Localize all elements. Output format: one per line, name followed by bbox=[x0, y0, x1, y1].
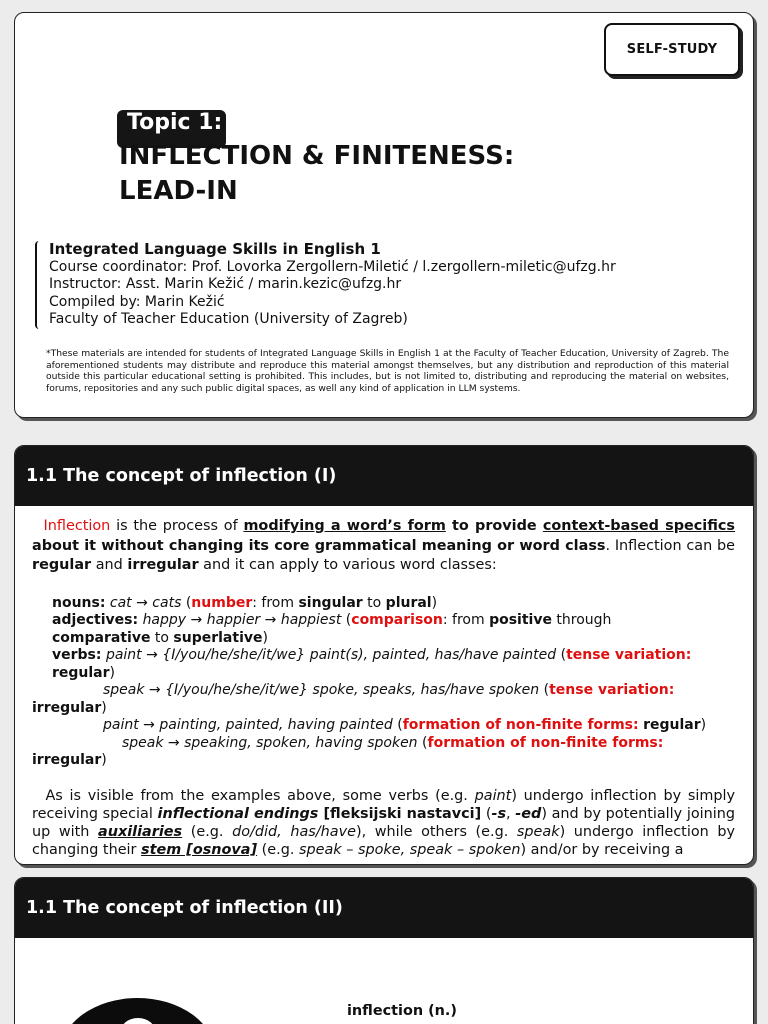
text-span: ( bbox=[539, 682, 550, 698]
text-span: . Inflection can be bbox=[605, 537, 735, 554]
section-heading: 1.1 The concept of inflection (I) bbox=[15, 446, 753, 506]
definition-term: inflection (n.) bbox=[347, 1003, 457, 1019]
text-span: (e.g. bbox=[257, 841, 299, 858]
verb-example-speak bbox=[32, 682, 735, 717]
category-label: formation of non-finite forms: bbox=[427, 734, 664, 751]
text-span: ) bbox=[109, 664, 116, 681]
intro-paragraph bbox=[32, 517, 735, 576]
text-span: nouns: bbox=[52, 594, 106, 611]
key-term: auxiliaries bbox=[98, 823, 183, 840]
text-span: irregular bbox=[127, 557, 199, 573]
verb-example-paint-nonfinite bbox=[32, 717, 735, 735]
example-text: do/did, has/have bbox=[232, 823, 356, 840]
text-span: to provide bbox=[445, 518, 543, 534]
self-study-badge: SELF-STUDY bbox=[604, 23, 740, 76]
title-line-1: INFLECTION & FINITENESS: bbox=[119, 141, 515, 171]
text-span: ) and by potentially joining up with bbox=[32, 805, 735, 840]
text-span: and bbox=[91, 557, 128, 573]
category-label: formation of non-finite forms: bbox=[402, 717, 639, 733]
text-span: ( bbox=[392, 717, 403, 733]
section-body bbox=[15, 506, 753, 859]
text-span: through bbox=[551, 612, 612, 628]
key-term: [fleksijski nastavci] bbox=[318, 805, 482, 822]
course-instructor: Instructor: Asst. Marin Kežić / marin.kezic@ufzg.hr bbox=[49, 276, 402, 292]
list-item bbox=[32, 647, 735, 682]
text-span: , bbox=[506, 805, 516, 822]
text-span: ( bbox=[341, 612, 352, 628]
text-span: to bbox=[150, 629, 174, 646]
text-span: about it without changing its core grammatical meaning or word class bbox=[32, 537, 606, 554]
key-phrase: modifying a word’s form bbox=[243, 518, 446, 534]
text-span: (e.g. bbox=[182, 823, 233, 840]
text-span: adjectives: bbox=[52, 612, 139, 628]
category-label: number bbox=[191, 594, 253, 611]
text-span: : from bbox=[252, 594, 299, 611]
explanation-paragraph bbox=[32, 787, 735, 859]
category-label: tense variation: bbox=[549, 682, 675, 698]
verb-example-speak-nonfinite bbox=[32, 735, 735, 770]
text-span: ( bbox=[417, 734, 428, 751]
list-item bbox=[32, 612, 735, 647]
course-coordinator: Course coordinator: Prof. Lovorka Zergollern-Miletić / l.zergollern-miletic@ufzg.hr bbox=[49, 258, 616, 275]
text-span: irregular bbox=[32, 699, 102, 716]
text-span: verbs: bbox=[52, 647, 102, 663]
example-text: -s bbox=[491, 805, 507, 822]
text-span: singular bbox=[298, 594, 363, 611]
text-span: regular bbox=[32, 557, 92, 573]
title-line-2: LEAD-IN bbox=[119, 176, 238, 206]
example-text: paint → {I/you/he/she/it/we} paint(s), painted, has/have painted bbox=[105, 647, 557, 663]
course-name: Integrated Language Skills in English 1 bbox=[49, 240, 381, 258]
text-span: ) bbox=[700, 717, 707, 733]
example-text: speak → speaking, spoken, having spoken bbox=[122, 734, 418, 751]
example-text: speak bbox=[516, 823, 560, 840]
text-span: positive bbox=[489, 612, 552, 628]
text-span: regular bbox=[52, 664, 110, 681]
key-term: inflectional endings bbox=[157, 805, 319, 822]
text-span: and it can apply to various word classes: bbox=[198, 557, 497, 573]
text-span: ), while others (e.g. bbox=[355, 823, 517, 840]
text-span: plural bbox=[385, 594, 432, 611]
example-text: paint bbox=[474, 787, 512, 804]
section-heading: 1.1 The concept of inflection (II) bbox=[15, 878, 753, 938]
section-inflection-2 bbox=[14, 877, 754, 1024]
text-span: ( bbox=[181, 594, 192, 611]
text-span: ) bbox=[101, 752, 107, 768]
course-compiled-by: Compiled by: Marin Kežić bbox=[49, 293, 225, 310]
course-faculty: Faculty of Teacher Education (University of Zagreb) bbox=[49, 311, 408, 327]
course-info bbox=[35, 241, 735, 329]
example-text: speak → {I/you/he/she/it/we} spoke, speaks, has/have spoken bbox=[103, 682, 540, 698]
category-label: tense variation: bbox=[566, 647, 692, 663]
title-slide bbox=[14, 12, 754, 418]
text-span: : from bbox=[442, 612, 490, 628]
text-span: is the process of bbox=[110, 518, 244, 534]
example-text: -ed bbox=[515, 805, 542, 822]
text-span: ) bbox=[101, 699, 107, 716]
key-phrase: context-based specifics bbox=[542, 518, 736, 534]
topic-label: Topic 1: bbox=[117, 110, 226, 148]
list-item bbox=[32, 595, 735, 613]
text-span: ) undergo inflection by simply receiving special bbox=[32, 787, 735, 822]
text-span: As is visible from the examples above, some verbs (e.g. bbox=[45, 787, 475, 804]
text-span: ) bbox=[431, 594, 438, 611]
key-term: stem [osnova] bbox=[141, 841, 258, 858]
text-span: ( bbox=[556, 647, 567, 663]
text-span: ) bbox=[262, 629, 268, 646]
text-span: regular bbox=[643, 717, 701, 733]
text-span: ( bbox=[481, 805, 492, 822]
text-span: superlative bbox=[173, 629, 263, 646]
text-span: ) undergo inflection by changing their bbox=[32, 823, 736, 858]
inflection-list bbox=[32, 595, 735, 683]
page-title bbox=[119, 139, 514, 209]
example-text: cat → cats bbox=[109, 594, 182, 611]
category-label: comparison bbox=[351, 612, 443, 628]
example-text: speak – spoke, speak – spoken bbox=[299, 841, 521, 858]
text-span: to bbox=[362, 594, 386, 611]
disclaimer-text: *These materials are intended for students of Integrated Language Skills in English 1 at the Faculty of Teacher Education, University of Zagreb. The aforementioned students may distribute and reproduce this material amongst themselves, but any distribution and reproduction of this material outside this particular educational setting is prohibited. This includes, but is not limited to, distributing and reproducing the material on websites, forums, repositories and any such public digital spaces, as well any kind of application in LLM systems. bbox=[46, 348, 729, 394]
text-span: ) and/or by receiving a bbox=[520, 841, 684, 858]
example-text: paint → painting, painted, having painted bbox=[103, 717, 393, 733]
example-text: happy → happier → happiest bbox=[142, 612, 342, 628]
section-inflection-1 bbox=[14, 445, 754, 865]
text-span: comparative bbox=[52, 629, 151, 646]
term-inflection: Inflection bbox=[43, 518, 111, 534]
text-span: irregular bbox=[32, 752, 102, 768]
